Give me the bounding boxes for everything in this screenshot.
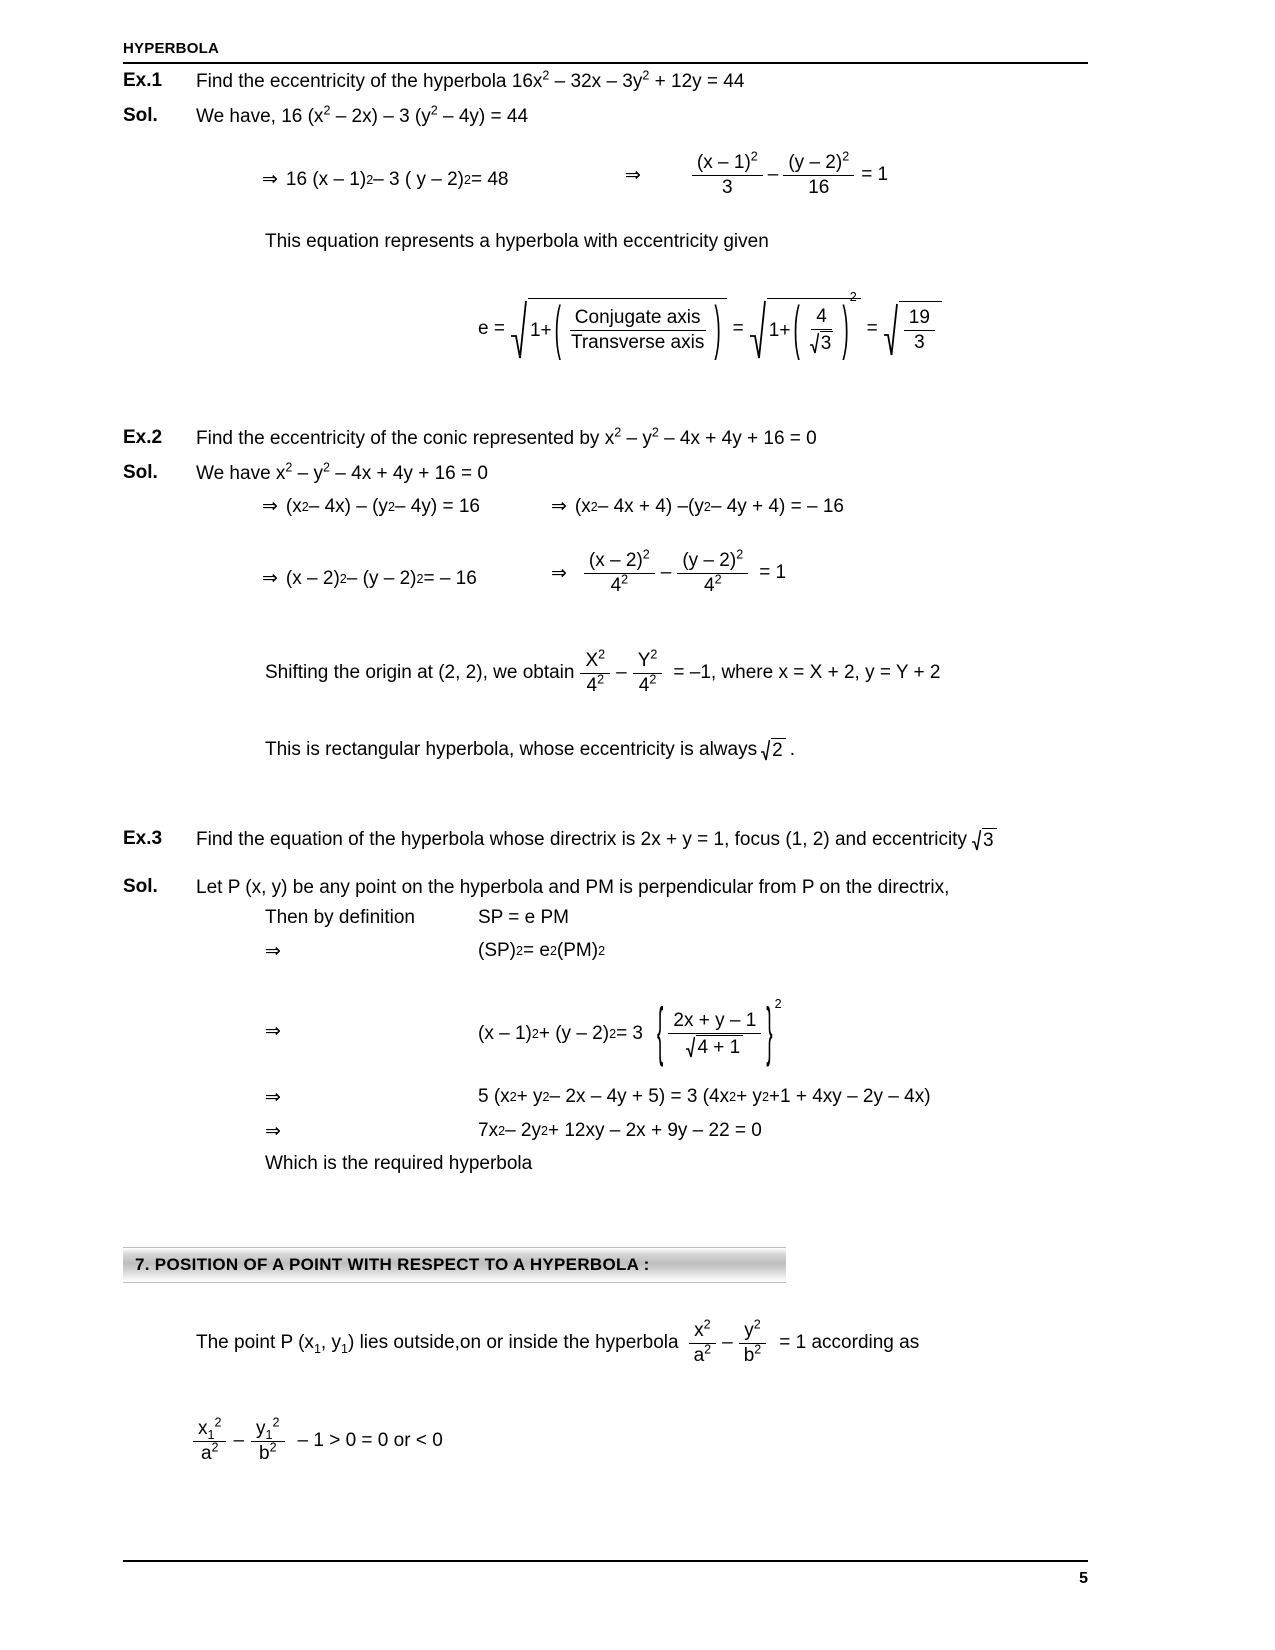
radical-icon-svg bbox=[686, 1035, 695, 1059]
ex1-frac2-num-text: (y – 2) bbox=[788, 152, 843, 173]
implies-arrow: ⇒ bbox=[625, 164, 641, 186]
ex1-q-sup-2: 2 bbox=[642, 68, 650, 83]
example-3-step-3-arrow bbox=[265, 1086, 281, 1109]
cond-frac1-denominator bbox=[196, 1442, 224, 1465]
sqrt-group-2 bbox=[750, 290, 861, 364]
minus-sign: – bbox=[660, 562, 672, 584]
sqrt-group-3 bbox=[884, 301, 942, 357]
shift-frac1-den-text: 4 bbox=[586, 674, 598, 696]
sec-frac2-den-text: b bbox=[743, 1344, 755, 1366]
radical-icon bbox=[686, 1035, 696, 1059]
cond-frac2-num-sup: 2 bbox=[272, 1415, 280, 1430]
example-1-step-2 bbox=[625, 149, 889, 199]
example-2-step-2-right bbox=[551, 547, 787, 597]
ex1-step2-equals: = 1 bbox=[861, 164, 889, 186]
left-paren-1: ( bbox=[554, 297, 561, 364]
sqrt-1-radicand bbox=[528, 297, 727, 364]
ex3-s4-e: + 12xy – 2x + 9y – 22 = 0 bbox=[547, 1120, 762, 1141]
ex2-frac2-num-sup: 2 bbox=[736, 547, 744, 562]
example-1-label: Ex.1 bbox=[123, 70, 163, 91]
sec-frac2-num-text: y bbox=[744, 1320, 754, 1341]
para-post-text: ) lies outside,on or inside the hyperbola bbox=[347, 1332, 679, 1354]
sec-frac1-den-sup: 2 bbox=[704, 1342, 712, 1357]
sqrt-three-ex3 bbox=[972, 828, 997, 852]
example-2-shift-line bbox=[265, 647, 941, 697]
footer-divider bbox=[123, 1560, 1088, 1562]
example-1-eccentricity-formula bbox=[478, 290, 942, 364]
example-1-question bbox=[196, 70, 744, 94]
equals-2: = bbox=[866, 318, 878, 339]
sec-frac1-den-text: a bbox=[693, 1344, 705, 1366]
right-brace: } bbox=[766, 998, 773, 1071]
ex2-frac2-denominator bbox=[699, 574, 727, 597]
shift-frac1-num-text: X bbox=[585, 650, 599, 671]
ex2-s2l-c: – (y – 2) bbox=[346, 567, 417, 589]
example-3-step-4: 7x 2 – 2y 2 + 12xy – 2x + 9y – 22 = 0 bbox=[478, 1120, 762, 1141]
ex3-s2-lhs-a: (x – 1) bbox=[478, 1023, 532, 1045]
ex2-q-a: Find the eccentricity of the conic represented by x bbox=[196, 428, 615, 449]
sqrt-3-inner bbox=[810, 331, 834, 355]
ex2-frac2-numerator bbox=[677, 547, 748, 574]
implies-arrow: ⇒ bbox=[262, 496, 278, 517]
radical-icon-svg bbox=[810, 331, 819, 355]
section-para-pre bbox=[196, 1332, 679, 1357]
radical-icon bbox=[761, 738, 771, 762]
ex1-q-sup-1: 2 bbox=[542, 68, 550, 83]
ex1-sol-sup-1: 2 bbox=[323, 103, 331, 118]
radical-icon bbox=[750, 298, 767, 360]
radical-icon-svg bbox=[972, 828, 981, 852]
conjugate-axis-label: Conjugate axis bbox=[570, 307, 706, 331]
ex2-s2l-e: = – 16 bbox=[423, 567, 477, 589]
final-numerator: 19 bbox=[904, 307, 935, 331]
four-over-root3-fraction bbox=[805, 306, 839, 355]
page-number: 5 bbox=[1079, 1570, 1088, 1587]
ex2-s1r-e: – 4y + 4) = – 16 bbox=[710, 495, 844, 517]
ex2-frac1-den-text: 4 bbox=[610, 574, 622, 596]
ex2-q-e: – 4x + 4y + 16 = 0 bbox=[658, 428, 817, 449]
sec-frac1-denominator bbox=[689, 1344, 717, 1367]
cond-frac1-den-sup: 2 bbox=[211, 1440, 219, 1455]
ex2-s1l-a: (x bbox=[285, 495, 302, 517]
ex2-frac1-denominator bbox=[606, 574, 634, 597]
cond-frac1-num-sup: 2 bbox=[214, 1415, 222, 1430]
ex2-sol-sup-1: 2 bbox=[285, 460, 293, 475]
example-3-step-1: (SP) 2 = e 2 (PM) 2 bbox=[478, 940, 606, 961]
radical-icon bbox=[884, 301, 899, 357]
cond-frac2-den-sup: 2 bbox=[269, 1440, 277, 1455]
minus-sign: – bbox=[767, 164, 779, 186]
sec-frac1-num-sup: 2 bbox=[703, 1317, 711, 1332]
ex3-s2-lhs-b: + (y – 2) bbox=[538, 1023, 610, 1045]
right-paren-1: ) bbox=[714, 297, 721, 364]
ex1-sol-sup-2: 2 bbox=[430, 103, 438, 118]
shift-frac2-denominator bbox=[634, 674, 662, 697]
radical-icon-svg bbox=[511, 298, 527, 360]
sec-frac2-denominator bbox=[739, 1344, 767, 1367]
sec-frac2-num-sup: 2 bbox=[753, 1317, 761, 1332]
nineteen-over-three-fraction bbox=[904, 307, 935, 354]
ex1-frac1-num-text: (x – 1) bbox=[696, 152, 751, 173]
cond-frac2-denominator bbox=[254, 1442, 282, 1465]
radical-icon bbox=[511, 298, 528, 360]
ex2-sol-sup-2: 2 bbox=[323, 460, 331, 475]
ex3-s1-a: (SP) bbox=[478, 940, 516, 961]
ex2-sol-a: We have x bbox=[196, 463, 286, 484]
implies-arrow: ⇒ bbox=[265, 1121, 281, 1142]
implies-arrow: ⇒ bbox=[551, 496, 567, 517]
ex2-s1l-e: – 4y) = 16 bbox=[394, 495, 480, 517]
sec-frac2-den-sup: 2 bbox=[754, 1342, 762, 1357]
ex1-q-part-c: – 32x – 3y bbox=[549, 71, 643, 92]
radical-icon bbox=[810, 331, 820, 355]
example-2-step-2-left: ⇒ (x – 2) 2 – (y – 2) 2 = – 16 bbox=[262, 567, 477, 589]
shift-frac1-denominator bbox=[582, 674, 610, 697]
ex1-fraction-2 bbox=[783, 149, 854, 199]
sqrt-two-value: 2 bbox=[771, 738, 786, 762]
cond-frac1-num-text: x bbox=[198, 1418, 208, 1439]
example-2-step-1-right: ⇒ (x 2 – 4x + 4) –(y 2 – 4y + 4) = – 16 bbox=[551, 495, 844, 517]
header-divider bbox=[123, 62, 1088, 64]
final-line-post: . bbox=[789, 739, 795, 760]
example-3-step-4-arrow bbox=[265, 1120, 281, 1143]
ex2-step2-equals: = 1 bbox=[759, 562, 787, 584]
ex2-sol-c: – y bbox=[292, 463, 324, 484]
example-3-step-2: (x – 1) 2 + (y – 2) 2 = 3 { $\frac{2x + y - 1}{4 + 1}$ } 2 bbox=[478, 997, 782, 1071]
shift-frac2-den-text: 4 bbox=[638, 674, 650, 696]
ex1-s1-c: = 48 bbox=[470, 168, 509, 190]
ex3-s3-e: – 2x – 4y + 5) = 3 (4x bbox=[549, 1086, 730, 1107]
example-2-label: Ex.2 bbox=[123, 427, 163, 448]
example-1-note: This equation represents a hyperbola with eccentricity given bbox=[265, 231, 769, 252]
left-paren-2: ( bbox=[793, 297, 800, 364]
sec-frac1-numerator bbox=[689, 1317, 715, 1344]
ex2-fraction-2 bbox=[677, 547, 748, 597]
ex1-fraction-1 bbox=[692, 149, 763, 199]
sqrt-3-radicand bbox=[899, 301, 942, 357]
example-3-step-2-arrow bbox=[265, 1020, 281, 1043]
example-2-question bbox=[196, 427, 817, 451]
ex3-brace-numerator: 2x + y – 1 bbox=[668, 1010, 761, 1034]
condition-tail-text: – 1 > 0 = 0 or < 0 bbox=[297, 1430, 443, 1452]
example-1-sol-line-1 bbox=[196, 105, 528, 129]
sqrt-four-plus-one bbox=[686, 1035, 743, 1059]
shift-frac2-num-text: Y bbox=[637, 650, 651, 671]
example-3-step-3: 5 (x 2 + y 2 – 2x – 4y + 5) = 3 (4x 2 + y 2 +1 + 4xy – 2y – 4x) bbox=[478, 1086, 931, 1107]
ex2-sol-e: – 4x + 4y + 16 = 0 bbox=[330, 463, 488, 484]
cond-frac2-numerator bbox=[251, 1415, 284, 1442]
ex2-frac1-num-sup: 2 bbox=[642, 547, 650, 562]
section-fraction-1 bbox=[689, 1317, 717, 1367]
ex2-fraction-1 bbox=[584, 547, 655, 597]
example-3-sol-line-1: Let P (x, y) be any point on the hyperbola and PM is perpendicular from P on the directrix, bbox=[196, 877, 950, 898]
cond-frac1-den-text: a bbox=[200, 1442, 212, 1464]
cond-frac1-num-sub: 1 bbox=[207, 1427, 215, 1442]
para-sub-1: 1 bbox=[313, 1342, 321, 1357]
shift-frac2-den-sup: 2 bbox=[649, 672, 657, 687]
ex2-frac1-num-text: (x – 2) bbox=[588, 550, 643, 571]
radical-icon-svg bbox=[750, 298, 766, 360]
sqrt-three-value: 3 bbox=[982, 828, 997, 852]
ex2-q-c: – y bbox=[621, 428, 652, 449]
ex3-brace-denominator bbox=[681, 1034, 748, 1059]
one-plus-1: 1+ bbox=[529, 319, 552, 341]
example-3-step-1-arrow bbox=[265, 940, 281, 963]
implies-arrow: ⇒ bbox=[551, 562, 567, 584]
ex3-s4-a: 7x bbox=[478, 1120, 499, 1141]
ex2-q-sup-1: 2 bbox=[614, 425, 622, 440]
implies-arrow: ⇒ bbox=[262, 568, 278, 589]
sqrt-group-1 bbox=[511, 297, 727, 364]
minus-sign: – bbox=[616, 662, 627, 684]
example-3-question bbox=[196, 828, 997, 852]
ex1-sol-c: – 2x) – 3 (y bbox=[330, 106, 431, 127]
example-2-final-line bbox=[265, 738, 795, 762]
ex2-q-sup-2: 2 bbox=[651, 425, 659, 440]
ex2-frac2-den-sup: 2 bbox=[714, 572, 722, 587]
ex2-s1r-c: – 4x + 4) –(y bbox=[597, 495, 704, 517]
sqrt-2-radicand: 1+ ( $\frac{4}{3}$ ) 2 bbox=[767, 298, 861, 360]
radical-icon bbox=[972, 828, 982, 852]
right-paren-2: ) bbox=[842, 297, 849, 364]
implies-arrow: ⇒ bbox=[265, 941, 281, 962]
ex3-s2-lhs-c: = 3 bbox=[616, 1023, 644, 1045]
ex1-q-part-e: + 12y = 44 bbox=[649, 71, 745, 92]
example-3-sol-label: Sol. bbox=[123, 876, 158, 897]
ex1-s1-b: – 3 ( y – 2) bbox=[373, 168, 464, 190]
cond-frac2-den-text: b bbox=[259, 1442, 270, 1464]
transverse-axis-label: Transverse axis bbox=[570, 332, 705, 353]
example-3-closing: Which is the required hyperbola bbox=[265, 1153, 533, 1174]
para-pre-text: The point P (x bbox=[196, 1332, 314, 1354]
ex1-q-part-a: Find the eccentricity of the hyperbola 16x bbox=[196, 71, 543, 92]
ex1-frac2-denominator: 16 bbox=[808, 176, 830, 198]
shift-frac2-numerator bbox=[633, 647, 663, 674]
para-mid-text: , y bbox=[320, 1332, 341, 1354]
implies-arrow: ⇒ bbox=[262, 169, 278, 190]
sqrt-two bbox=[761, 738, 786, 762]
ex1-sol-a: We have, 16 (x bbox=[196, 106, 324, 127]
root3-denominator bbox=[805, 330, 839, 355]
example-3-definition-label: Then by definition bbox=[265, 907, 415, 928]
cond-frac2-num-text: y bbox=[256, 1418, 266, 1439]
ex2-frac1-numerator bbox=[584, 547, 655, 574]
page-header-title: HYPERBOLA bbox=[123, 40, 219, 57]
sec-frac1-num-text: x bbox=[694, 1320, 704, 1341]
radical-icon-svg bbox=[884, 301, 898, 357]
ex3-brace-fraction bbox=[668, 1010, 761, 1059]
condition-fraction-2 bbox=[251, 1415, 284, 1465]
example-1-sol-label: Sol. bbox=[123, 105, 158, 126]
final-line-pre: This is rectangular hyperbola, whose eccentricity is always bbox=[265, 739, 758, 760]
ex2-s2l-a: (x – 2) bbox=[285, 567, 340, 589]
ex1-frac2-numerator bbox=[783, 149, 854, 176]
section-paragraph bbox=[196, 1317, 920, 1367]
shift-frac2-num-sup: 2 bbox=[650, 647, 658, 662]
example-1-step-1: ⇒ 16 (x – 1) 2 – 3 ( y – 2) 2 = 48 bbox=[262, 168, 509, 190]
ex1-sol-e: – 4y) = 44 bbox=[437, 106, 529, 127]
four-numerator: 4 bbox=[811, 306, 832, 330]
eccentricity-lhs: e = bbox=[478, 318, 505, 339]
shift-fraction-1 bbox=[580, 647, 610, 697]
shift-frac1-den-sup: 2 bbox=[597, 672, 605, 687]
final-denominator: 3 bbox=[914, 332, 925, 353]
example-2-sol-line-1 bbox=[196, 462, 488, 486]
ex2-s1r-a: (x bbox=[574, 495, 591, 517]
ex2-frac2-num-text: (y – 2) bbox=[682, 550, 737, 571]
example-2-step-1-left: ⇒ (x 2 – 4x) – (y 2 – 4y) = 16 bbox=[262, 495, 480, 517]
axis-ratio-fraction bbox=[566, 307, 709, 354]
section-heading-bar bbox=[123, 1247, 786, 1283]
sec-frac2-numerator bbox=[739, 1317, 765, 1344]
section-condition bbox=[190, 1415, 443, 1465]
one-plus-2: 1+ bbox=[768, 319, 791, 341]
minus-sign: – bbox=[722, 1332, 733, 1354]
ex3-s3-a: 5 (x bbox=[478, 1086, 510, 1107]
shift-frac1-numerator bbox=[580, 647, 610, 674]
cond-frac1-numerator bbox=[193, 1415, 226, 1442]
ex3-s1-c: = e bbox=[522, 940, 550, 961]
root3-value: 3 bbox=[820, 331, 834, 355]
left-brace: { bbox=[657, 998, 664, 1071]
implies-arrow: ⇒ bbox=[265, 1021, 281, 1042]
ex3-s3-g: + y bbox=[736, 1086, 762, 1107]
radical-icon-svg bbox=[761, 738, 770, 762]
example-2-sol-label: Sol. bbox=[123, 462, 158, 483]
shift-line-post: = –1, where x = X + 2, y = Y + 2 bbox=[673, 662, 941, 684]
para-sub-2: 1 bbox=[340, 1342, 348, 1357]
example-3-label: Ex.3 bbox=[123, 828, 163, 849]
sqrt-four-plus-one-value: 4 + 1 bbox=[696, 1035, 743, 1059]
ex2-s1l-c: – 4x) – (y bbox=[308, 495, 388, 517]
para-tail-text: = 1 according as bbox=[779, 1332, 920, 1354]
shift-frac1-num-sup: 2 bbox=[598, 647, 606, 662]
ex2-frac1-den-sup: 2 bbox=[621, 572, 629, 587]
shift-fraction-2 bbox=[633, 647, 663, 697]
ex3-q-pre: Find the equation of the hyperbola whose directrix is 2x + y = 1, focus (1, 2) and eccentricity bbox=[196, 829, 967, 850]
minus-sign: – bbox=[233, 1430, 245, 1452]
ex3-s4-c: – 2y bbox=[505, 1120, 541, 1141]
cond-frac2-num-sub: 1 bbox=[265, 1427, 273, 1442]
equals-1: = bbox=[732, 318, 744, 339]
section-heading-text: 7. POSITION OF A POINT WITH RESPECT TO A HYPERBOLA : bbox=[135, 1255, 650, 1274]
ex1-frac2-num-sup: 2 bbox=[842, 149, 850, 164]
implies-arrow: ⇒ bbox=[265, 1087, 281, 1108]
ex2-frac2-den-text: 4 bbox=[703, 574, 715, 596]
example-3-definition-value: SP = e PM bbox=[478, 907, 570, 928]
condition-fraction-1 bbox=[193, 1415, 226, 1465]
section-fraction-2 bbox=[739, 1317, 767, 1367]
ex3-s3-c: + y bbox=[516, 1086, 543, 1107]
ex1-frac1-denominator: 3 bbox=[722, 176, 733, 198]
shift-line-pre: Shifting the origin at (2, 2), we obtain bbox=[265, 662, 575, 684]
ex3-s3-i: +1 + 4xy – 2y – 4x) bbox=[768, 1086, 931, 1107]
ex1-frac1-num-sup: 2 bbox=[750, 149, 758, 164]
ex1-frac1-numerator bbox=[692, 149, 763, 176]
ex1-s1-a: 16 (x – 1) bbox=[285, 168, 367, 190]
ex3-s1-e: (PM) bbox=[556, 940, 599, 961]
